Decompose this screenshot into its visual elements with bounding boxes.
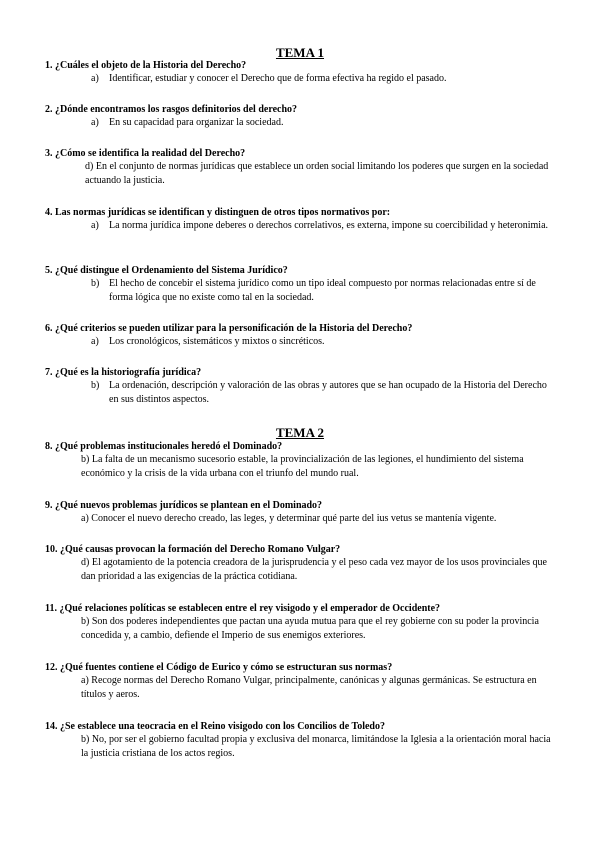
answer-text: Identificar, estudiar y conocer el Derecho que de forma efectiva ha regido el pasado. [109, 73, 447, 84]
question-text: 8. ¿Qué problemas institucionales heredó el Dominado? [45, 441, 283, 452]
tema-1-heading [45, 45, 555, 60]
answer-label: a) [91, 336, 99, 347]
question-text: 7. ¿Qué es la historiografía jurídica? [45, 367, 202, 378]
answer [45, 116, 555, 130]
section-title: TEMA 2 [275, 425, 325, 440]
question-6 [45, 323, 555, 349]
answer-text: b) No, por ser el gobierno facultad propia y exclusiva del monarca, limitándose la Iglesia a la orientación moral hacia la justicia cristiana de los actos regios. [81, 734, 551, 759]
question-5 [45, 265, 555, 304]
question-3 [45, 148, 555, 187]
tema-2-heading [45, 425, 555, 440]
question-text: 10. ¿Qué causas provocan la formación del Derecho Romano Vulgar? [45, 544, 341, 555]
answer-label: b) [91, 278, 100, 289]
question-text: 3. ¿Cómo se identifica la realidad del Derecho? [45, 148, 246, 159]
question-text: 14. ¿Se establece una teocracia en el Reino visigodo con los Concilios de Toledo? [45, 721, 385, 732]
answer [45, 277, 555, 304]
answer-label: a) [91, 73, 99, 84]
question-9 [45, 500, 555, 526]
answer-text: b) La falta de un mecanismo sucesorio estable, la provincialización de las legiones, el hundimiento del sistema económico y la crisis de la vida urbana con el triunfo del mundo rual. [81, 454, 524, 479]
answer-text: La norma jurídica impone deberes o derechos correlativos, es externa, impone su coercibilidad y heteronimia. [109, 220, 549, 231]
answer-text: a) Recoge normas del Derecho Romano Vulgar, principalmente, canónicas y algunas germánicas. Se estructura en títulos y aeros. [81, 675, 537, 700]
question-10 [45, 544, 555, 583]
question-text: 11. ¿Qué relaciones políticas se establecen entre el rey visigodo y el emperador de Occidente? [45, 603, 441, 614]
answer [45, 379, 555, 406]
answer-text: La ordenación, descripción y valoración de las obras y autores que se han ocupado de la Historia del Derecho en sus distintos aspectos. [109, 380, 547, 405]
question-4 [45, 207, 555, 233]
answer [45, 335, 555, 349]
question-14 [45, 721, 555, 760]
answer-label: a) [91, 220, 99, 231]
answer-text: d) El agotamiento de la potencia creadora de la jurisprudencia y el peso cada vez mayor de los usos provinciales que dan prioridad a las exigencias de la práctica cotidiana. [81, 557, 547, 582]
question-7 [45, 367, 555, 406]
question-text: 6. ¿Qué criterios se pueden utilizar para la personificación de la Historia del Derecho? [45, 323, 413, 334]
answer-text: a) Conocer el nuevo derecho creado, las leges, y determinar qué parte del ius vetus se mantenía vigente. [81, 513, 497, 524]
question-2 [45, 104, 555, 130]
answer-text: El hecho de concebir el sistema jurídico como un tipo ideal compuesto por normas relacionadas entre sí de forma lógica que no existe como tal en la sociedad. [109, 278, 536, 303]
answer [45, 219, 555, 233]
answer-label: b) [91, 380, 100, 391]
question-1 [45, 60, 555, 86]
question-8 [45, 441, 555, 480]
answer [45, 72, 555, 86]
question-text: 4. Las normas jurídicas se identifican y distinguen de otros tipos normativos por: [45, 207, 391, 218]
question-text: 5. ¿Qué distingue el Ordenamiento del Sistema Jurídico? [45, 265, 288, 276]
question-11 [45, 603, 555, 642]
question-text: 1. ¿Cuáles el objeto de la Historia del Derecho? [45, 60, 247, 71]
section-title: TEMA 1 [275, 45, 325, 60]
question-text: 9. ¿Qué nuevos problemas jurídicos se plantean en el Dominado? [45, 500, 323, 511]
answer-text: b) Son dos poderes independientes que pactan una ayuda mutua para que el rey gobierne con su poder la provincia concedida y, a cambio, defiende el Imperio de sus enemigos exteriores. [81, 616, 539, 641]
question-12 [45, 662, 555, 701]
answer-text: d) En el conjunto de normas jurídicas que establece un orden social limitando los poderes que surgen en la sociedad actuando la justicia. [85, 161, 549, 186]
question-text: 2. ¿Dónde encontramos los rasgos definitorios del derecho? [45, 104, 298, 115]
answer-text: Los cronológicos, sistemáticos y mixtos o sincréticos. [109, 336, 325, 347]
question-text: 12. ¿Qué fuentes contiene el Código de Eurico y cómo se estructuran sus normas? [45, 662, 393, 673]
answer-text: En su capacidad para organizar la sociedad. [109, 117, 284, 128]
answer-label: a) [91, 117, 99, 128]
